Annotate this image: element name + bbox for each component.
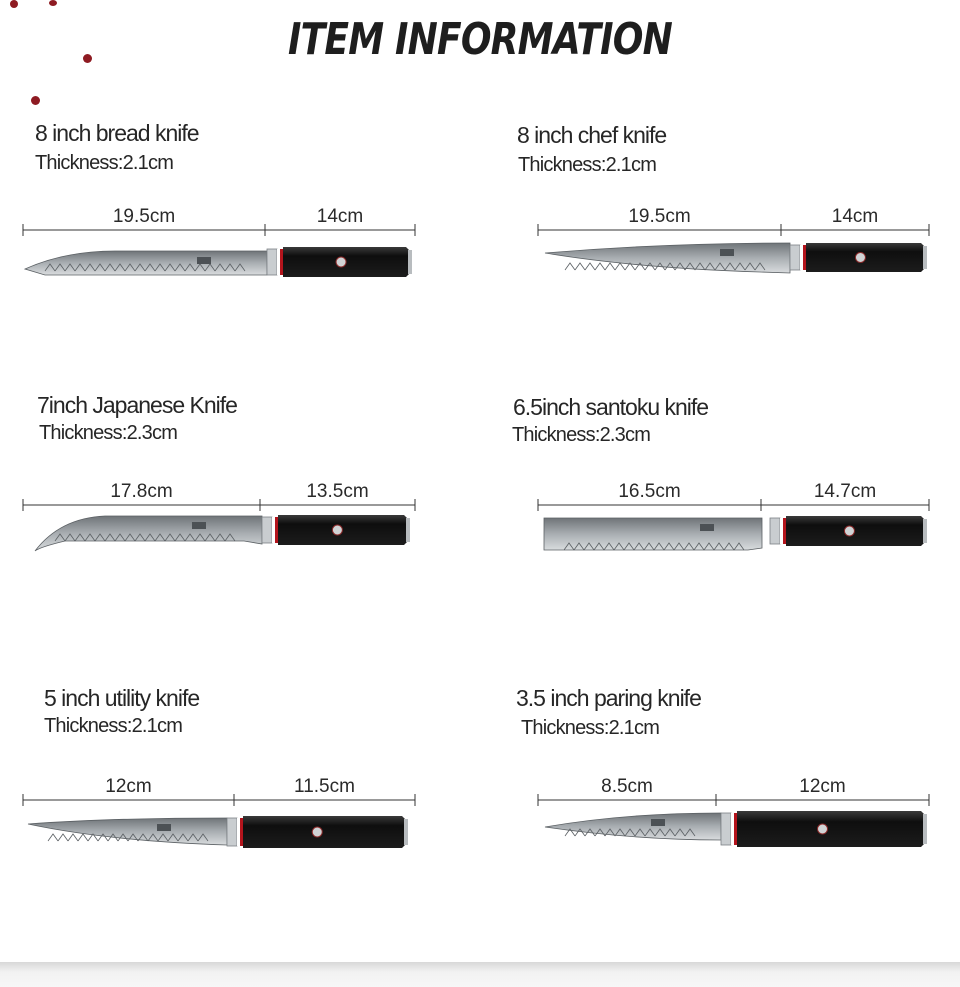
edge-pattern	[48, 834, 58, 841]
knife-thickness: Thickness:2.1cm	[35, 152, 174, 174]
handle-length-label: 12cm	[799, 776, 846, 797]
blade-length-label: 19.5cm	[112, 206, 176, 227]
knife-handle	[806, 243, 927, 272]
knife-bolster	[770, 518, 780, 544]
decorative-berry	[31, 96, 40, 105]
knife-diagram	[537, 120, 957, 350]
brand-stamp	[197, 257, 211, 264]
knife-handle	[737, 811, 927, 847]
knife-blade	[35, 516, 262, 551]
page-title: ITEM INFORMATION	[287, 14, 673, 65]
handle-length-label: 13.5cm	[306, 481, 369, 502]
handle-rivet	[336, 257, 346, 267]
knife-handle	[243, 816, 408, 848]
knife-card-japanese	[22, 390, 442, 620]
knife-name: 8 inch bread knife	[35, 120, 199, 146]
knife-diagram	[537, 685, 957, 915]
knife-bolster	[721, 813, 731, 845]
knife-spacer	[272, 517, 275, 543]
knife-spacer	[240, 818, 243, 846]
edge-pattern	[605, 263, 615, 270]
knife-diagram	[22, 685, 442, 915]
handle-rivet	[312, 827, 322, 837]
handle-rivet	[818, 824, 828, 834]
blade-length-label: 12cm	[105, 776, 152, 797]
knife-spacer	[280, 249, 283, 275]
knife-diagram	[22, 390, 442, 620]
knife-thickness: Thickness:2.3cm	[39, 422, 178, 444]
knife-spacer	[800, 245, 803, 270]
knife-bolster	[227, 818, 237, 846]
handle-length-label: 11.5cm	[294, 776, 355, 797]
knife-card-santoku	[512, 390, 957, 620]
edge-pattern	[68, 834, 78, 841]
edge-pattern	[615, 263, 625, 270]
knife-name: 5 inch utility knife	[44, 685, 200, 711]
edge-pattern	[565, 263, 575, 270]
handle-endcap	[923, 246, 927, 269]
handle-rivet	[332, 525, 342, 535]
knife-thickness: Thickness:2.1cm	[518, 154, 657, 176]
handle-endcap	[923, 519, 927, 543]
handle-length-label: 14cm	[316, 206, 364, 227]
knife-card-chef	[517, 120, 957, 350]
handle-rivet	[844, 526, 854, 536]
knife-spacer	[237, 818, 240, 846]
decorative-berry	[49, 0, 57, 6]
handle-length-label: 14cm	[831, 206, 879, 227]
blade-length-label: 16.5cm	[618, 481, 681, 502]
knife-card-bread	[22, 120, 442, 350]
edge-pattern	[58, 834, 68, 841]
decorative-berry	[10, 0, 18, 8]
knife-bolster	[267, 249, 277, 275]
knife-handle	[278, 515, 410, 545]
knife-blade	[545, 243, 790, 273]
edge-pattern	[78, 834, 88, 841]
handle-endcap	[408, 250, 412, 274]
knife-name: 7inch Japanese Knife	[37, 392, 237, 418]
handle-endcap	[406, 518, 410, 542]
knife-bolster	[262, 517, 272, 543]
edge-pattern	[575, 263, 585, 270]
knife-card-utility	[22, 685, 442, 915]
knife-thickness: Thickness:2.3cm	[512, 424, 651, 446]
blade-length-label: 8.5cm	[601, 776, 653, 797]
knife-spacer	[803, 245, 806, 270]
edge-pattern	[585, 263, 595, 270]
knife-thickness: Thickness:2.1cm	[44, 715, 183, 737]
handle-rivet	[855, 253, 865, 263]
knife-spacer	[277, 249, 280, 275]
knife-blade	[544, 518, 762, 550]
brand-stamp	[651, 819, 665, 826]
knife-diagram	[537, 390, 957, 620]
brand-stamp	[192, 522, 206, 529]
knife-diagram	[22, 120, 442, 350]
handle-endcap	[404, 819, 408, 845]
knife-handle	[283, 247, 412, 277]
blade-length-label: 19.5cm	[628, 206, 691, 227]
knife-blade	[25, 251, 267, 275]
knife-spacer	[731, 813, 734, 845]
handle-length-label: 14.7cm	[813, 481, 877, 502]
blade-length-label: 17.8cm	[110, 481, 173, 502]
knife-spacer	[734, 813, 737, 845]
knife-spacer	[275, 517, 278, 543]
knife-handle	[786, 516, 927, 546]
knife-name: 6.5inch santoku knife	[513, 394, 709, 420]
knife-spacer	[780, 518, 783, 544]
knife-name: 3.5 inch paring knife	[516, 685, 701, 711]
brand-stamp	[157, 824, 171, 831]
knife-thickness: Thickness:2.1cm	[521, 717, 660, 739]
knife-spacer	[783, 518, 786, 544]
brand-stamp	[720, 249, 734, 256]
handle-endcap	[923, 814, 927, 844]
knife-name: 8 inch chef knife	[517, 122, 667, 148]
knife-bolster	[790, 245, 800, 270]
brand-stamp	[700, 524, 714, 531]
edge-pattern	[595, 263, 605, 270]
knife-card-paring	[516, 685, 957, 915]
page-footer-shadow	[0, 962, 960, 987]
